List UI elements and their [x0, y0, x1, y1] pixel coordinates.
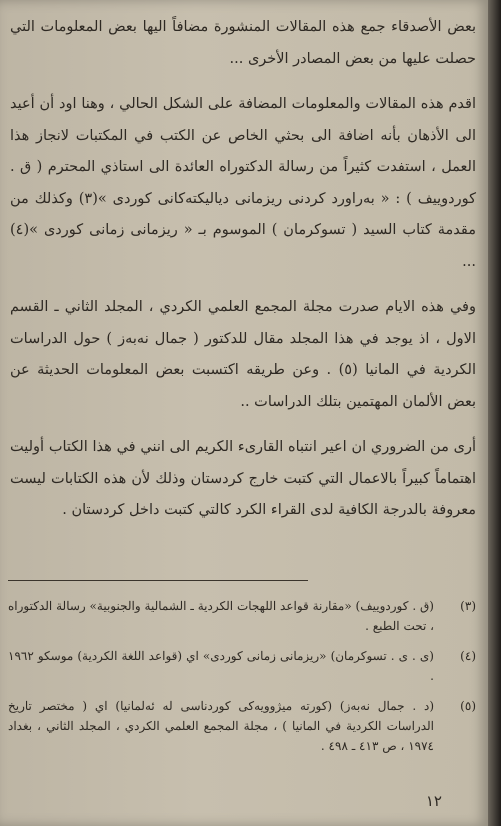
paragraph: اقدم هذه المقالات والمعلومات المضافة على الشكل الحالي ، وهنا اود أن أعيد الى الأذهان بأنه اضافة الى بحثي الخاص عن الكتب في المكتبات لانجاز هذا العمل ، استفدت كثيراً من رسالة الدكتوراه العائدة الى استاذي المحترم ( ق . كوردوييف ) : « بەراورد كردنى ريزمانى دياليكتەكانى كوردى »(٣) وكذلك من مقدمة كتاب السيد ( تسوكرمان ) الموسوم بـ « ريزمانى زمانى كوردى »(٤) ... [10, 96, 476, 270]
book-edge-shadow [488, 0, 501, 826]
footnote-number: (٤) [460, 649, 476, 663]
footnote-number: (٣) [460, 599, 476, 613]
footnote [8, 596, 476, 636]
footnote [8, 646, 476, 686]
page-number: ١٢ [425, 792, 442, 810]
footnote [8, 696, 476, 756]
footnote-text: (د . جمال نەبەز) (كورتە ميژوويەكى كوردناسى لە ئەلمانيا) اي ( مختصر تاريخ الدراسات الكردية في المانيا ) ، مجلة المجمع العلمي الكردي ، المجلد الثاني ، بغداد ١٩٧٤ ، ص ٤١٣ ـ ٤٩٨ . [8, 699, 434, 753]
footnote-text: (ى . ى . تسوكرمان) «ريزمانى زمانى كوردى» اي (قواعد اللغة الكردية) موسكو ١٩٦٢ . [8, 649, 434, 683]
footnote-number: (٥) [460, 699, 476, 713]
footnotes [8, 596, 476, 766]
footnote-separator [8, 580, 308, 581]
paragraph: وفي هذه الايام صدرت مجلة المجمع العلمي الكردي ، المجلد الثاني ـ القسم الاول ، اذ يوجد في هذا المجلد مقال للدكتور ( جمال نەبەز ) حول الدراسات الكردية في المانيا (٥) . وعن طريقه اكتسبت بعض المعلومات الحديثة عن بعض الألمان المهتمين بتلك الدراسات .. [10, 299, 476, 410]
paragraph: بعض الأصدقاء جمع هذه المقالات المنشورة مضافاً اليها بعض المعلومات التي حصلت عليها من بعض المصادر الأخرى ... [10, 19, 476, 67]
paragraph: أرى من الضروري ان اعير انتباه القارىء الكريم الى انني في هذا الكتاب أوليت اهتماماً كبيراً بالاعمال التي كتبت خارج كردستان وذلك لأن هذه الكتابات ليست معروفة بالدرجة الكافية لدى القراء الكرد كالتي كتبت داخل كردستان . [10, 439, 476, 518]
main-text [10, 12, 476, 541]
footnote-text: (ق . كوردوييف) «مقارنة قواعد اللهجات الكردية ـ الشمالية والجنوبية» رسالة الدكتوراه ، تحت الطبع . [8, 599, 434, 633]
